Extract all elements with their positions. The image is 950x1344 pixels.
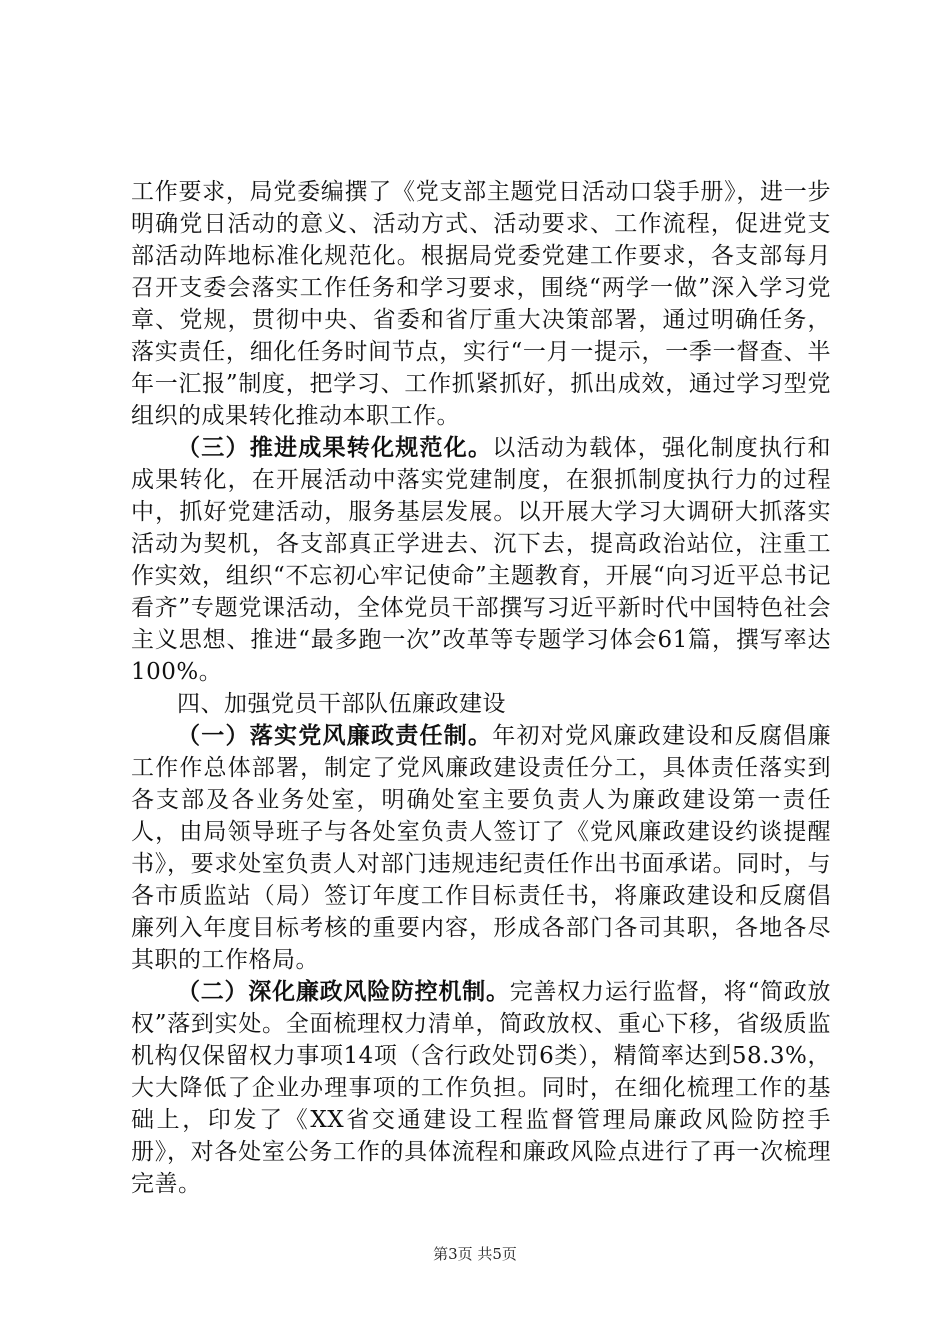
paragraph-subsection-1 (131, 720, 831, 976)
paragraph-heading: （一）落实党风廉政责任制。 (177, 722, 493, 749)
paragraph-text: 以活动为载体，强化制度执行和成果转化，在开展活动中落实党建制度，在狠抓制度执行力的过程中，抓好党建活动，服务基层发展。以开展大学习大调研大抓落实活动为契机，各支部真正学进去、沉下去，提高政治站位，注重工作实效，组织“不忘初心牢记使命”主题教育，开展“向习近平总书记看齐”专题党课活动，全体党员干部撰写习近平新时代中国特色社会主义思想、推进“最多跑一次”改革等专题学习体会61篇，撰写率达100%。 (131, 435, 831, 685)
paragraph-continuation (131, 176, 831, 432)
paragraph-subsection-2 (131, 976, 831, 1200)
paragraph-text: 工作要求，局党委编撰了《党支部主题党日活动口袋手册》，进一步明确党日活动的意义、活动方式、活动要求、工作流程，促进党支部活动阵地标准化规范化。根据局党委党建工作要求，各支部每月召开支委会落实工作任务和学习要求，围绕“两学一做”深入学习党章、党规，贯彻中央、省委和省厅重大决策部署，通过明确任务，落实责任，细化任务时间节点，实行“一月一提示，一季一督查、半年一汇报”制度，把学习、工作抓紧抓好，抓出成效，通过学习型党组织的成果转化推动本职工作。 (131, 179, 831, 429)
document-body (131, 176, 831, 1200)
paragraph-heading: （三）推进成果转化规范化。 (177, 434, 493, 461)
section-title-text: 四、加强党员干部队伍廉政建设 (177, 691, 506, 717)
paragraph-text: 完善权力运行监督，将“简政放权”落到实处。全面梳理权力清单，简政放权、重心下移，省级质监机构仅保留权力事项14项（含行政处罚6类），精简率达到58.3%，大大降低了企业办理事项的工作负担。同时，在细化梳理工作的基础上，印发了《XX省交通建设工程监督管理局廉政风险防控手册》，对各处室公务工作的具体流程和廉政风险点进行了再一次梳理完善。 (131, 979, 832, 1197)
section-title-4 (131, 688, 831, 720)
paragraph-section-3 (131, 432, 831, 688)
page-number: 第3页 共5页 (433, 1245, 517, 1263)
page-footer (0, 1244, 950, 1264)
paragraph-text: 年初对党风廉政建设和反腐倡廉工作作总体部署，制定了党风廉政建设责任分工，具体责任落实到各支部及各业务处室，明确处室主要负责人为廉政建设第一责任人，由局领导班子与各处室负责人签订了《党风廉政建设约谈提醒书》，要求处室负责人对部门违规违纪责任作出书面承诺。同时，与各市质监站（局）签订年度工作目标责任书，将廉政建设和反腐倡廉列入年度目标考核的重要内容，形成各部门各司其职，各地各尽其职的工作格局。 (131, 723, 831, 973)
paragraph-heading: （二）深化廉政风险防控机制。 (177, 978, 510, 1005)
